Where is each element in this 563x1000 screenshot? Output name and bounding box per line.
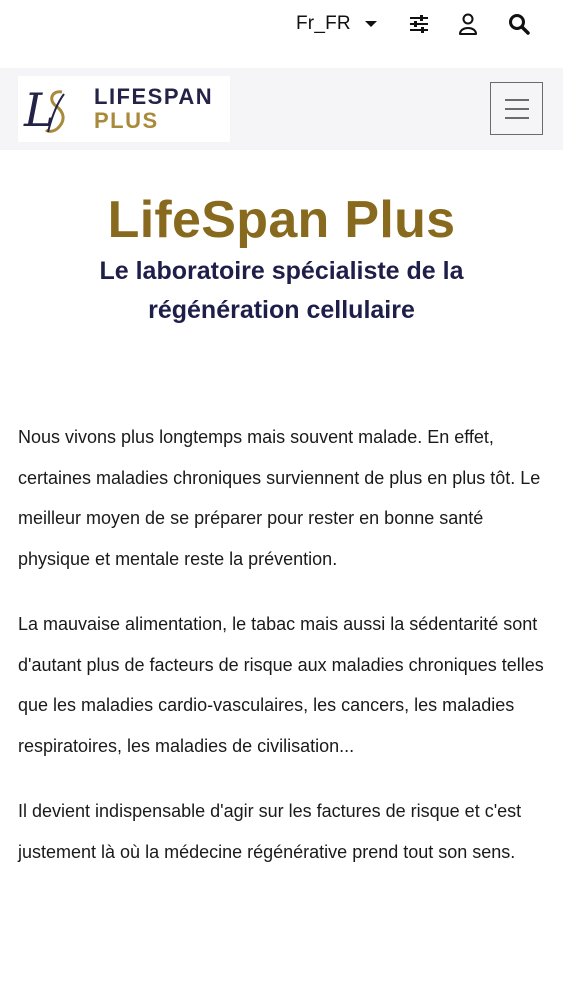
paragraph-3: Il devient indispensable d'agir sur les factures de risque et c'est justement là où la médecine régénérative prend tout son sens. (18, 801, 522, 862)
search-icon[interactable] (507, 12, 531, 36)
language-selector[interactable] (296, 12, 377, 36)
user-icon[interactable] (456, 12, 480, 36)
site-header (0, 68, 563, 150)
filter-sliders-icon[interactable] (407, 12, 431, 36)
logo-text-plus: PLUS (94, 108, 159, 133)
ls-monogram-icon (18, 76, 90, 142)
chevron-down-icon (365, 21, 377, 27)
page-subtitle: Le laboratoire spécialiste de la régénération cellulaire (99, 257, 464, 324)
paragraph-2: La mauvaise alimentation, le tabac mais aussi la sédentarité sont d'autant plus de facteurs de risque aux maladies chroniques telles que les maladies cardio-vasculaires, les cancers, les maladies respiratoires, les maladies de civilisation... (18, 614, 544, 756)
hamburger-menu-icon[interactable] (490, 82, 543, 135)
page-title: LifeSpan Plus (107, 191, 456, 249)
language-label: Fr_FR (296, 13, 351, 34)
paragraph-1: Nous vivons plus longtemps mais souvent malade. En effet, certaines maladies chroniques surviennent de plus en plus tôt. Le meilleur moyen de se préparer pour rester en bonne santé physique et mentale reste la prévention. (18, 427, 541, 569)
intro-content (18, 417, 548, 897)
site-logo[interactable] (18, 76, 230, 142)
logo-text-lifespan: LIFESPAN (94, 84, 214, 109)
svg-text:L: L (24, 83, 55, 137)
top-bar (0, 0, 563, 46)
